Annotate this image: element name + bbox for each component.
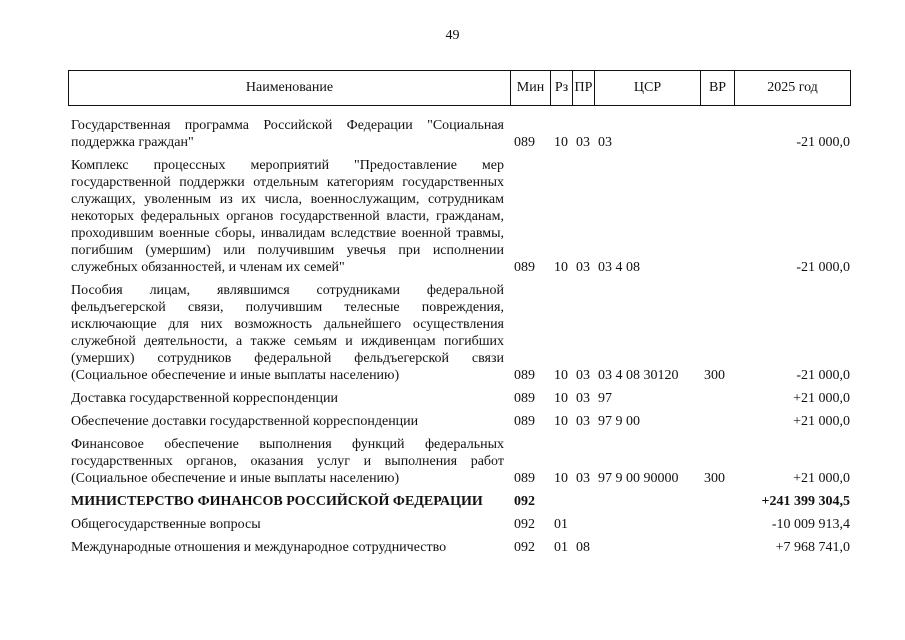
row-rz: 01 (554, 540, 568, 555)
table-row (68, 407, 850, 430)
row-vr (700, 533, 734, 556)
row-pr: 03 (576, 260, 590, 275)
table-header (68, 70, 851, 106)
row-vr (700, 111, 734, 151)
row-amount: +21 000,0 (793, 414, 850, 429)
header-vr: ВР (701, 71, 735, 106)
row-name: Государственная программа Российской Федерации "Социальная поддержка граждан" (71, 118, 504, 150)
row-vr (700, 510, 734, 533)
header-name: Наименование (69, 71, 511, 106)
row-rz: 10 (554, 391, 568, 406)
row-pr (572, 510, 594, 533)
row-vr (700, 407, 734, 430)
row-csr: 97 9 00 (598, 414, 640, 429)
row-name: Доставка государственной корреспонденции (71, 391, 338, 406)
row-name: Пособия лицам, являвшимся сотрудниками федеральной фельдъегерской связи, получившим телесные повреждения, исключающие для них возможность дальнейшего осуществления служебной деятельности, а также семьям и иждивенцам погибших (умерших) сотрудников федеральной фельдъегерской связи (Социальное обеспечение и иные выплаты населению) (71, 283, 504, 383)
row-pr: 03 (576, 391, 590, 406)
header-csr: ЦСР (595, 71, 701, 106)
table-row (68, 111, 850, 151)
row-pr: 03 (576, 414, 590, 429)
row-vr: 300 (704, 368, 725, 383)
row-min: 089 (514, 414, 535, 429)
row-amount: -21 000,0 (796, 135, 850, 150)
table-row (68, 510, 850, 533)
row-name: Общегосударственные вопросы (71, 517, 261, 532)
row-amount: -21 000,0 (796, 260, 850, 275)
row-csr: 03 (598, 135, 612, 150)
row-pr (572, 487, 594, 510)
table-row (68, 151, 850, 276)
header-year: 2025 год (735, 71, 851, 106)
row-csr (594, 487, 700, 510)
header-pr: ПР (573, 71, 595, 106)
row-amount: +21 000,0 (793, 471, 850, 486)
row-amount: -21 000,0 (796, 368, 850, 383)
header-min: Мин (511, 71, 551, 106)
row-name: Комплекс процессных мероприятий "Предоставление мер государственной поддержки отдельным категориям государственных служащих, уволенным из их числа, военнослужащим, сотрудникам некоторых федеральных органов государственной власти, гражданам, проходившим военные сборы, инвалидам вследствие военной травмы, погибшим (умершим) или получившим увечья при исполнении служебных обязанностей, и членам их семей" (71, 158, 504, 275)
header-rz: Рз (551, 71, 573, 106)
row-csr (594, 510, 700, 533)
table-row (68, 430, 850, 487)
row-amount: -10 009 913,4 (771, 517, 850, 532)
row-vr (700, 384, 734, 407)
row-name: Обеспечение доставки государственной корреспонденции (71, 414, 419, 429)
row-min: 089 (514, 391, 535, 406)
row-rz: 01 (554, 517, 568, 532)
row-min: 089 (514, 135, 535, 150)
row-rz: 10 (554, 471, 568, 486)
table-row (68, 276, 850, 384)
row-min: 089 (514, 368, 535, 383)
row-vr: 300 (704, 471, 725, 486)
row-csr: 03 4 08 (598, 260, 640, 275)
row-csr: 03 4 08 30120 (598, 368, 679, 383)
row-rz: 10 (554, 260, 568, 275)
page-number: 49 (445, 28, 460, 43)
row-min: 092 (514, 540, 535, 555)
row-rz: 10 (554, 368, 568, 383)
row-vr (700, 487, 734, 510)
row-pr: 03 (576, 135, 590, 150)
row-min: 089 (514, 471, 535, 486)
row-pr: 08 (576, 540, 590, 555)
row-csr (594, 533, 700, 556)
row-name: Международные отношения и международное сотрудничество (71, 540, 447, 555)
row-pr: 03 (576, 471, 590, 486)
table-row (68, 533, 850, 556)
row-min: 092 (514, 494, 535, 509)
row-amount: +241 399 304,5 (761, 494, 850, 509)
row-rz (550, 487, 572, 510)
row-csr: 97 (598, 391, 612, 406)
row-rz: 10 (554, 414, 568, 429)
row-name: МИНИСТЕРСТВО ФИНАНСОВ РОССИЙСКОЙ ФЕДЕРАЦИИ (71, 494, 483, 509)
row-amount: +21 000,0 (793, 391, 850, 406)
row-vr (700, 151, 734, 276)
row-name: Финансовое обеспечение выполнения функций федеральных государственных органов, оказания услуг и выполнения работ (Социальное обеспечение и иные выплаты населению) (71, 437, 504, 486)
table-row (68, 487, 850, 510)
row-rz: 10 (554, 135, 568, 150)
budget-table (68, 111, 850, 556)
row-csr: 97 9 00 90000 (598, 471, 679, 486)
row-min: 089 (514, 260, 535, 275)
row-pr: 03 (576, 368, 590, 383)
table-row (68, 384, 850, 407)
row-min: 092 (514, 517, 535, 532)
row-amount: +7 968 741,0 (775, 540, 850, 555)
